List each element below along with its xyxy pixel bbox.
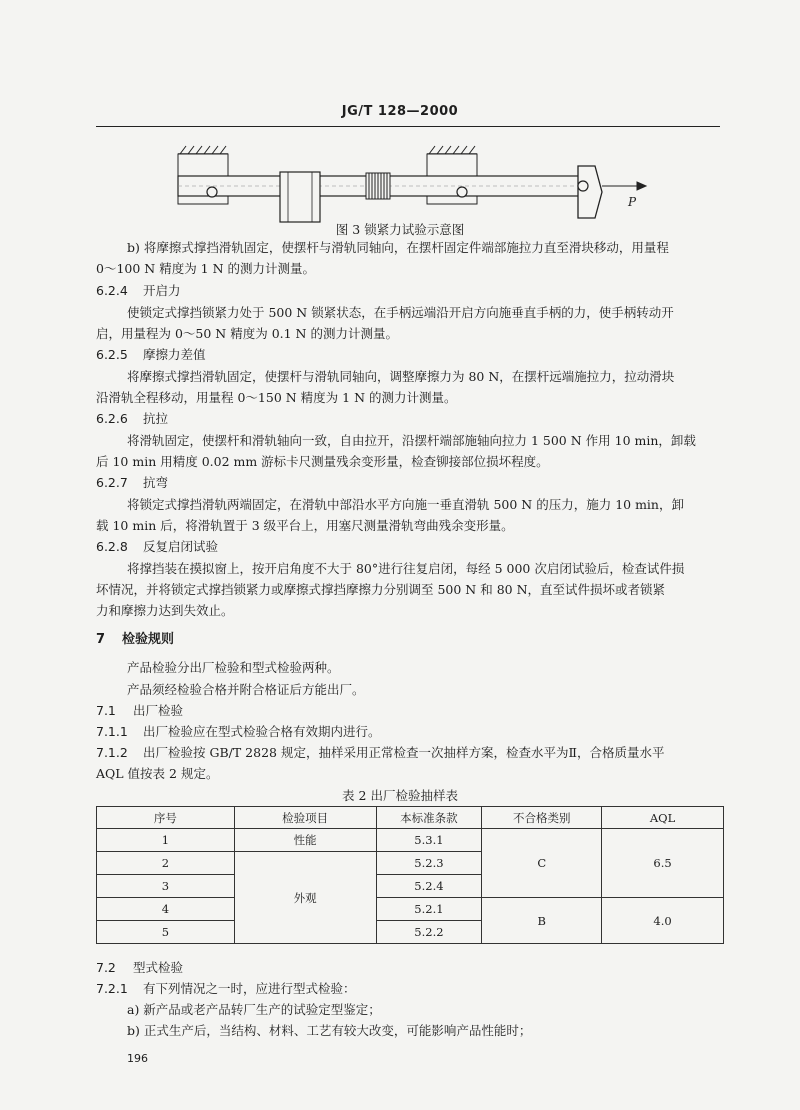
section-7-1-title: 出厂检验 bbox=[133, 703, 184, 718]
standard-code: JG/T 128—2000 bbox=[341, 104, 459, 119]
section-6-2-4-number: 6.2.4 bbox=[96, 283, 128, 298]
header-aql: AQL bbox=[602, 807, 724, 829]
cell-seq: 1 bbox=[97, 829, 235, 852]
cell-clause: 5.2.2 bbox=[376, 921, 482, 944]
cell-seq: 4 bbox=[97, 898, 235, 921]
section-7-1-number: 7.1 bbox=[96, 703, 116, 718]
section-6-2-4-title: 开启力 bbox=[143, 283, 181, 298]
section-7-number: 7 bbox=[96, 632, 106, 647]
section-7-1-2-line2: AQL 值按表 2 规定。 bbox=[96, 766, 219, 781]
section-6-2-8-title: 反复启闭试验 bbox=[143, 539, 219, 554]
cell-seq: 5 bbox=[97, 921, 235, 944]
knurled-section bbox=[366, 173, 390, 199]
section-6-2-5-title: 摩擦力差值 bbox=[143, 347, 206, 362]
section-7-2-1-item-a: a) 新产品或老产品转厂生产的试验定型鉴定； bbox=[127, 1002, 381, 1017]
cell-seq: 3 bbox=[97, 875, 235, 898]
cell-aql-b: 4.0 bbox=[602, 898, 724, 944]
section-6-2-7-number: 6.2.7 bbox=[96, 475, 128, 490]
section-6-2-7-line1: 将锁定式撑挡滑轨两端固定，在滑轨中部沿水平方向施一垂直滑轨 500 N 的压力，施力 10 min，卸 bbox=[127, 497, 684, 512]
para-b-line1: b) 将摩擦式撑挡滑轨固定，使摆杆与滑轨同轴向，在摆杆固定件端部施拉力直至滑块移动，用量程 bbox=[127, 240, 669, 255]
section-7-1-2-number: 7.1.2 bbox=[96, 745, 128, 760]
header-seq: 序号 bbox=[97, 807, 235, 829]
left-pivot-hole bbox=[207, 187, 217, 197]
section-7-title: 检验规则 bbox=[122, 632, 175, 647]
slider-block bbox=[280, 172, 320, 222]
section-6-2-6-title: 抗拉 bbox=[143, 411, 169, 426]
table-row bbox=[97, 829, 724, 852]
section-6-2-6-line2: 后 10 min 用精度 0.02 mm 游标卡尺测量残余变形量，检查铆接部位损坏程度。 bbox=[96, 454, 549, 469]
page-number: 196 bbox=[127, 1052, 148, 1065]
end-bracket bbox=[578, 166, 602, 218]
cell-class-c: C bbox=[482, 829, 602, 898]
table-row bbox=[97, 898, 724, 921]
cell-seq: 2 bbox=[97, 852, 235, 875]
section-7-2-1-text: 有下列情况之一时，应进行型式检验： bbox=[143, 981, 356, 996]
right-pivot-hole bbox=[457, 187, 467, 197]
section-7-line2: 产品须经检验合格并附合格证后方能出厂。 bbox=[127, 682, 365, 697]
header-clause: 本标准条款 bbox=[376, 807, 482, 829]
cell-item-appearance: 外观 bbox=[234, 852, 376, 944]
section-7-2-1-item-b: b) 正式生产后，当结构、材料、工艺有较大改变，可能影响产品性能时； bbox=[127, 1023, 532, 1038]
section-6-2-7-line2: 载 10 min 后，将滑轨置于 3 级平台上，用塞尺测量滑轨弯曲残余变形量。 bbox=[96, 518, 514, 533]
header-nonconformity-class: 不合格类别 bbox=[482, 807, 602, 829]
section-6-2-6-number: 6.2.6 bbox=[96, 411, 128, 426]
section-6-2-8-line3: 力和摩擦力达到失效止。 bbox=[96, 603, 234, 618]
section-6-2-5-line2: 沿滑轨全程移动，用量程 0～150 N 精度为 1 N 的测力计测量。 bbox=[96, 390, 457, 405]
para-b-line2: 0～100 N 精度为 1 N 的测力计测量。 bbox=[96, 261, 316, 276]
section-7-1-1-number: 7.1.1 bbox=[96, 724, 128, 739]
section-7-line1: 产品检验分出厂检验和型式检验两种。 bbox=[127, 660, 340, 675]
section-6-2-4-line1: 使锁定式撑挡锁紧力处于 500 N 锁紧状态，在手柄远端沿开启方向施垂直手柄的力，使手柄转动开 bbox=[127, 305, 674, 320]
cell-aql-c: 6.5 bbox=[602, 829, 724, 898]
header-rule bbox=[96, 126, 720, 127]
cell-clause: 5.2.3 bbox=[376, 852, 482, 875]
cell-clause: 5.2.4 bbox=[376, 875, 482, 898]
force-label: P bbox=[628, 195, 637, 209]
section-6-2-8-line2: 坏情况，并将锁定式撑挡锁紧力或摩擦式撑挡摩擦力分别调至 500 N 和 80 N，直至试件损坏或者锁紧 bbox=[96, 582, 666, 597]
section-7-1-2-line1: 出厂检验按 GB/T 2828 规定，抽样采用正常检查一次抽样方案，检查水平为Ⅱ，合格质量水平 bbox=[143, 745, 665, 760]
header-item: 检验项目 bbox=[234, 807, 376, 829]
cell-clause: 5.2.1 bbox=[376, 898, 482, 921]
section-6-2-7-title: 抗弯 bbox=[143, 475, 169, 490]
inspection-sampling-table bbox=[96, 806, 724, 944]
section-7-2-title: 型式检验 bbox=[133, 960, 184, 975]
section-6-2-6-line1: 将滑轨固定，使摆杆和滑轨轴向一致，自由拉开，沿摆杆端部施轴向拉力 1 500 N 作用 10 min，卸载 bbox=[127, 433, 696, 448]
section-6-2-5-number: 6.2.5 bbox=[96, 347, 128, 362]
section-7-1-1-text: 出厂检验应在型式检验合格有效期内进行。 bbox=[143, 724, 381, 739]
figure-locking-force-diagram bbox=[170, 140, 660, 230]
cell-clause: 5.3.1 bbox=[376, 829, 482, 852]
section-6-2-8-line1: 将撑挡装在摸拟窗上，按开启角度不大于 80°进行往复启闭，每经 5 000 次启闭试验后，检查试件损 bbox=[127, 561, 685, 576]
section-7-2-number: 7.2 bbox=[96, 960, 116, 975]
table-header-row bbox=[97, 807, 724, 829]
table-title: 表 2 出厂检验抽样表 bbox=[342, 788, 458, 803]
figure-caption: 图 3 锁紧力试验示意图 bbox=[335, 222, 465, 237]
section-6-2-4-line2: 启，用量程为 0～50 N 精度为 0.1 N 的测力计测量。 bbox=[96, 326, 398, 341]
force-arrow bbox=[602, 182, 646, 190]
section-6-2-5-line1: 将摩擦式撑挡滑轨固定，使摆杆与滑轨同轴向，调整摩擦力为 80 N，在摆杆远端施拉力，拉动滑块 bbox=[127, 369, 675, 384]
cell-class-b: B bbox=[482, 898, 602, 944]
section-7-2-1-number: 7.2.1 bbox=[96, 981, 128, 996]
cell-item-performance: 性能 bbox=[234, 829, 376, 852]
section-6-2-8-number: 6.2.8 bbox=[96, 539, 128, 554]
